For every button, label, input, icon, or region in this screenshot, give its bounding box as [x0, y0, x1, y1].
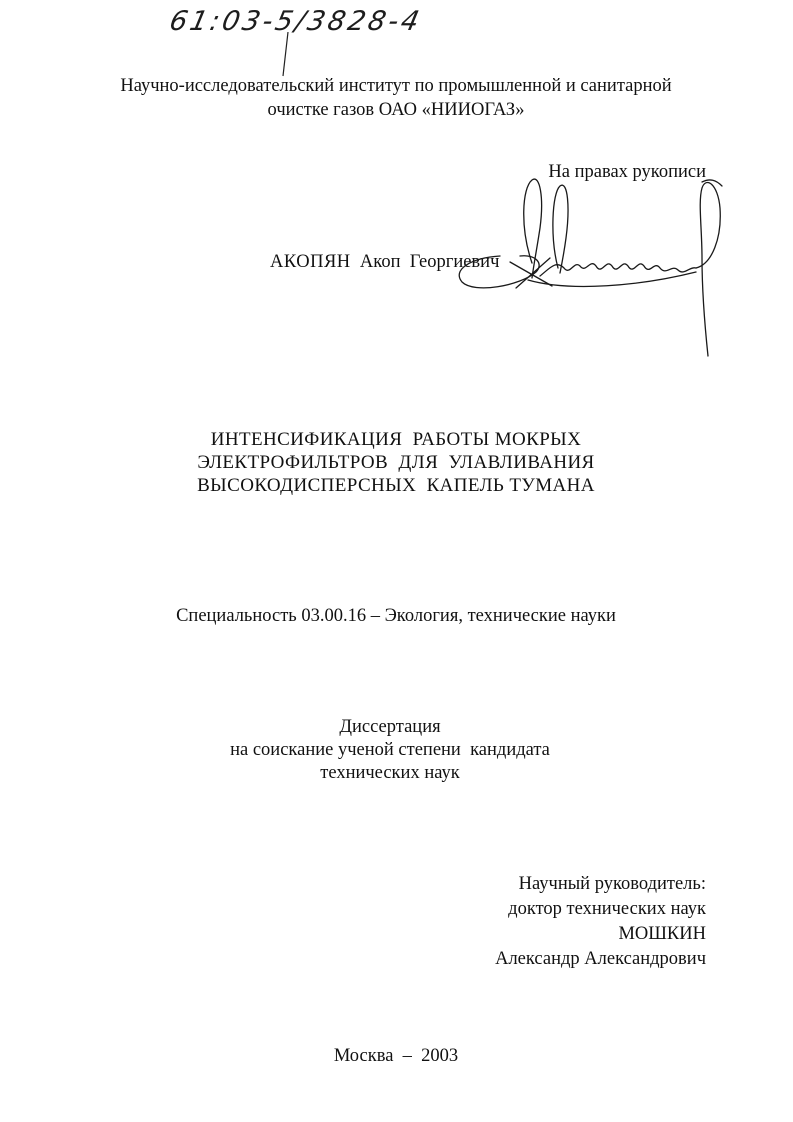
- dissertation-label: Диссертация: [339, 717, 441, 737]
- degree-field: технических наук: [320, 763, 460, 783]
- title-line-1: ИНТЕНСИФИКАЦИЯ РАБОТЫ МОКРЫХ: [210, 429, 582, 450]
- supervisor-degree: доктор технических наук: [508, 899, 706, 919]
- archive-number-slash-stroke: [282, 32, 290, 77]
- author-family-name: АКОПЯН: [270, 252, 351, 272]
- supervisor-family-name: МОШКИН: [618, 924, 706, 944]
- supervisor-role: Научный руководитель:: [518, 874, 706, 894]
- title-line-3: ВЫСОКОДИСПЕРСНЫХ КАПЕЛЬ ТУМАНА: [197, 475, 595, 496]
- year: 2003: [421, 1046, 459, 1066]
- dissertation-title: [100, 428, 692, 497]
- author-patronymic: Георгиевич: [409, 252, 500, 272]
- archive-number: 61:03-5/3828-4: [166, 6, 425, 37]
- city-year: Москва – 2003: [333, 1046, 459, 1066]
- institute-name: [60, 74, 732, 122]
- author-signature: [440, 168, 740, 358]
- author-given-name: Акоп: [359, 252, 401, 272]
- dissertation-degree-block: [130, 716, 650, 785]
- title-line-2: ЭЛЕКТРОФИЛЬТРОВ ДЛЯ УЛАВЛИВАНИЯ: [197, 452, 595, 473]
- institute-line-1: Научно-исследовательский институт по промышленной и санитарной: [120, 76, 672, 96]
- supervisor-block: [380, 872, 706, 972]
- degree-line: на соискание ученой степени кандидата: [230, 740, 550, 760]
- city: Москва: [333, 1046, 394, 1066]
- archive-number-handwritten: [166, 6, 500, 46]
- institute-line-2: очистке газов ОАО «НИИОГАЗ»: [267, 100, 525, 120]
- supervisor-name: Александр Александрович: [495, 949, 706, 969]
- specialty-line: Специальность 03.00.16 – Экология, технические науки: [176, 606, 616, 626]
- manuscript-rights-note: На правах рукописи: [548, 162, 706, 182]
